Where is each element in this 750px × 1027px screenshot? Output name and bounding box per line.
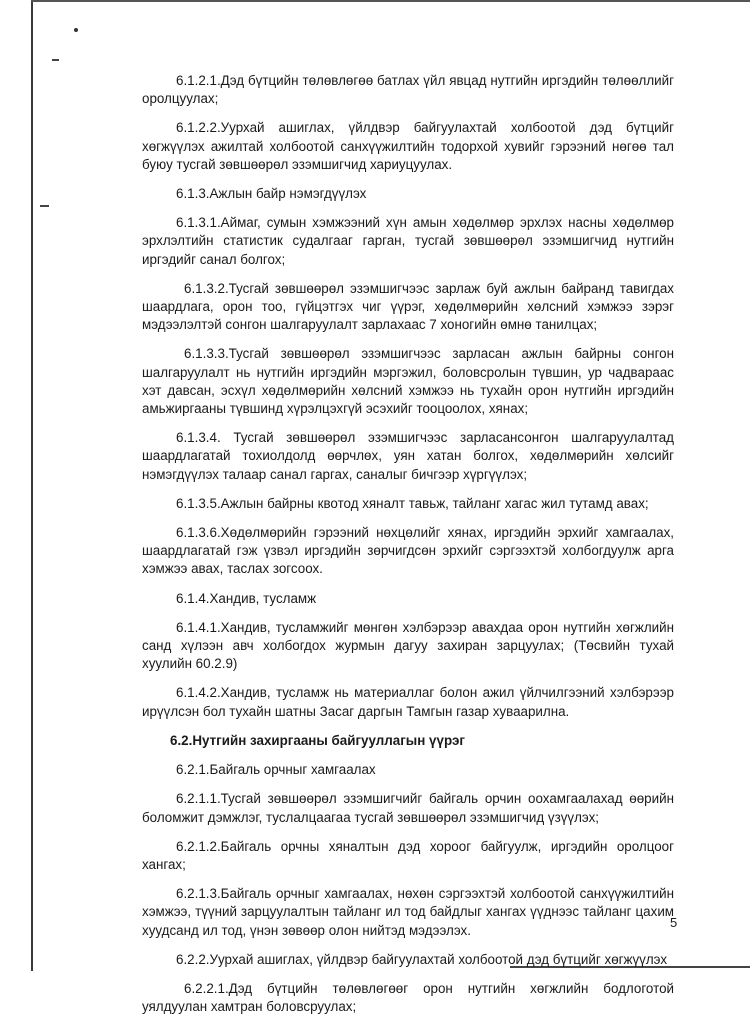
scan-speck	[74, 28, 78, 32]
heading-6-2-1: 6.2.1.Байгаль орчныг хамгаалах	[176, 762, 376, 778]
scan-edge-top	[31, 0, 750, 2]
paragraph-6-2-1-2: 6.2.1.2.Байгаль орчны хяналтын дэд хороог байгуулж, иргэдийн оролцоог хангах;	[142, 838, 674, 872]
paragraph-6-2-2-1: 6.2.2.1.Дэд бүтцийн төлөвлөгөөг орон нутгийн хөгжлийн бодлоготой уялдуулан хамтран боловсруулах;	[142, 980, 674, 1015]
scan-dash	[52, 59, 59, 61]
paragraph-6-1-3-5: 6.1.3.5.Ажлын байрны квотод хяналт тавьж, тайланг хагас жил тутамд авах;	[176, 495, 649, 511]
paragraph-6-1-3-4: 6.1.3.4. Тусгай зөвшөөрөл эзэмшигчээс зарласансонгон шалгаруулалтад шаардлагатай тохиолдолд өөрчлөх, уян хатан болгох, хөдөлмөрийн хөлсийг нэмэгдүүлэх талаар санал гаргах, саналыг бичгээр хүргүүлэх;	[142, 430, 674, 482]
paragraph-6-2-1-3: 6.2.1.3.Байгаль орчныг хамгаалах, нөхөн сэргээхтэй холбоотой санхүүжилтийн хэмжээ, түүний зарцуулалтын тайланг ил тод байдлыг хангах үүднээс тайланг цахим хуудсанд ил тод, үнэн зөвөөр олон нийтэд мэдээлэх.	[142, 886, 674, 938]
scan-edge-left	[31, 0, 33, 971]
paragraph-6-1-2-1: 6.1.2.1.Дэд бүтцийн төлөвлөгөө батлах үйл явцад нутгийн иргэдийн төлөөллийг оролцуулах;	[142, 73, 674, 107]
document-body	[142, 72, 674, 1027]
heading-6-1-3: 6.1.3.Ажлын байр нэмэгдүүлэх	[176, 186, 367, 202]
paragraph-6-1-4-2: 6.1.4.2.Хандив, тусламж нь материаллаг болон ажил үйлчилгээний хэлбэрээр ирүүлсэн бол тухайн шатны Засаг даргын Тамгын газар хуваарилна.	[142, 685, 674, 719]
paragraph-6-2-1-1: 6.2.1.1.Тусгай зөвшөөрөл эзэмшигчийг байгаль орчин оохамгаалахад өөрийн боломжит дэмжлэг, туслалцаагаа тусгай зөвшөөрөл эзэмшигчид үзүүлэх;	[142, 791, 674, 825]
paragraph-6-1-3-3: 6.1.3.3.Тусгай зөвшөөрөл эзэмшигчээс зарласан ажлын байрны сонгон шалгаруулалт нь нутгийн иргэдийн мэргэжил, боловсролын түвшин, ур чадвараас хэт давсан, эсхүл хөдөлмөрийн хөлсний хэмжээ нь тухайн орон нутгийн иргэдийн амьжиргааны түвшинд хүрэлцэхгүй эсэхийг тооцоолох, хянах;	[142, 346, 674, 417]
scan-dash	[40, 205, 49, 207]
paragraph-6-2-2: 6.2.2.Уурхай ашиглах, үйлдвэр байгуулахтай холбоотой дэд бүтцийг хөгжүүлэх	[176, 951, 668, 967]
paragraph-6-1-2-2: 6.1.2.2.Уурхай ашиглах, үйлдвэр байгуулахтай холбоотой дэд бүтцийг хөгжүүлэх ажилтай холбоотой санхүүжилтийн тодорхой хувийг гэрээний нөгөө тал буюу тусгай зөвшөөрөл эзэмшигчид хариуцуулах.	[142, 120, 674, 172]
page-number: 5	[670, 915, 678, 930]
paragraph-6-1-3-6: 6.1.3.6.Хөдөлмөрийн гэрээний нөхцөлийг хянах, иргэдийн эрхийг хамгаалах, шаардлагатай гэж үзвэл иргэдийн зөрчигдсөн эрхийг сэргээхтэй холбогдуулж арга хэмжээ авах, таслах зогсоох.	[142, 525, 674, 577]
paragraph-6-1-3-2: 6.1.3.2.Тусгай зөвшөөрөл эзэмшигчээс зарлаж буй ажлын байранд тавигдах шаардлага, орон тоо, гүйцэтгэх чиг үүрэг, хөдөлмөрийн хөлсний хэмжээ зэрэг мэдээлэлтэй сонгон шалгаруулалт зарлахаас 7 хоногийн өмнө танилцах;	[142, 280, 674, 333]
heading-6-1-4: 6.1.4.Хандив, тусламж	[176, 590, 317, 606]
section-heading-6-2: 6.2.Нутгийн захиргааны байгууллагын үүрэг	[170, 732, 465, 748]
paragraph-6-1-4-1: 6.1.4.1.Хандив, тусламжийг мөнгөн хэлбэрээр авахдаа орон нутгийн хөгжлийн санд хүлээн авч холбогдох журмын дагуу захиран зарцуулах; (Төсвийн тухай хуулийн 60.2.9)	[142, 619, 674, 672]
paragraph-6-1-3-1: 6.1.3.1.Аймаг, сумын хэмжээний хүн амын хөдөлмөр эрхлэх насны хөдөлмөр эрхлэлтийн статистик судалгааг гарган, тусгай зөвшөөрөл эзэмшигчид нутгийн иргэдийг санал болгох;	[142, 215, 674, 267]
